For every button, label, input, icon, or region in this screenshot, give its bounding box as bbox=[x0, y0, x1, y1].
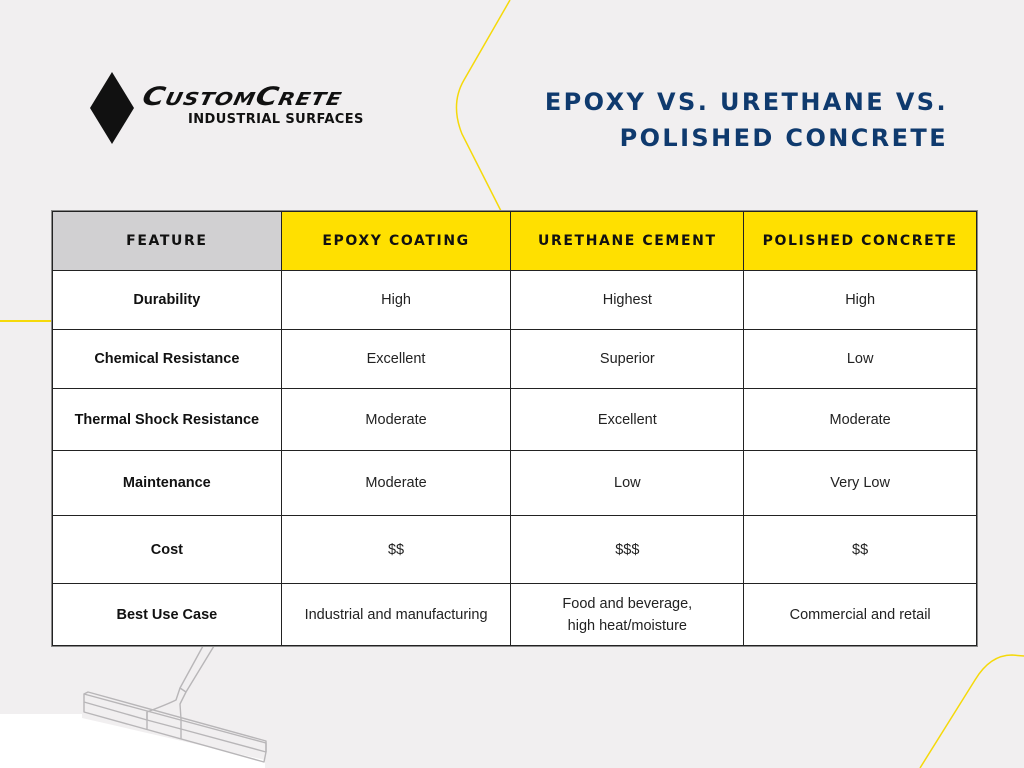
cell-epoxy: High bbox=[281, 271, 511, 330]
table-row bbox=[53, 584, 977, 646]
page-title-line-1: EPOXY VS. URETHANE VS. bbox=[544, 88, 948, 116]
cell-urethane: Food and beverage, high heat/moisture bbox=[511, 584, 744, 646]
white-corner-panel bbox=[0, 714, 265, 768]
row-label-thermal-shock: Thermal Shock Resistance bbox=[53, 389, 282, 451]
brand-logo bbox=[88, 70, 408, 146]
cell-urethane: Superior bbox=[511, 330, 744, 389]
column-header-feature: FEATURE bbox=[53, 212, 282, 271]
cell-urethane: Highest bbox=[511, 271, 744, 330]
row-label-maintenance: Maintenance bbox=[53, 451, 282, 516]
cell-epoxy: Industrial and manufacturing bbox=[281, 584, 511, 646]
row-label-durability: Durability bbox=[53, 271, 282, 330]
page-title-line-2: POLISHED CONCRETE bbox=[619, 124, 948, 152]
yellow-chevron-line bbox=[456, 0, 510, 211]
cell-urethane: $$$ bbox=[511, 516, 744, 584]
cell-polished: Commercial and retail bbox=[744, 584, 977, 646]
cell-epoxy: Moderate bbox=[281, 451, 511, 516]
cell-epoxy: Moderate bbox=[281, 389, 511, 451]
squeegee-icon bbox=[84, 646, 266, 762]
yellow-corner-curve bbox=[920, 655, 1024, 768]
black-diamond-icon bbox=[90, 72, 138, 146]
cell-epoxy: Excellent bbox=[281, 330, 511, 389]
table-row bbox=[53, 451, 977, 516]
cell-polished: $$ bbox=[744, 516, 977, 584]
column-header-epoxy: EPOXY COATING bbox=[281, 212, 511, 271]
row-label-best-use-case: Best Use Case bbox=[53, 584, 282, 646]
table-row bbox=[53, 271, 977, 330]
page-title bbox=[545, 84, 948, 156]
row-label-cost: Cost bbox=[53, 516, 282, 584]
cell-polished: High bbox=[744, 271, 977, 330]
column-header-polished: POLISHED CONCRETE bbox=[744, 212, 977, 271]
table-row bbox=[53, 330, 977, 389]
logo-tagline: INDUSTRIAL SURFACES bbox=[188, 112, 364, 127]
cell-polished: Low bbox=[744, 330, 977, 389]
cell-polished: Moderate bbox=[744, 389, 977, 451]
cell-polished: Very Low bbox=[744, 451, 977, 516]
comparison-table bbox=[52, 211, 977, 646]
row-label-chemical-resistance: Chemical Resistance bbox=[53, 330, 282, 389]
cell-urethane: Excellent bbox=[511, 389, 744, 451]
cell-epoxy: $$ bbox=[281, 516, 511, 584]
cell-urethane: Low bbox=[511, 451, 744, 516]
column-header-urethane: URETHANE CEMENT bbox=[511, 212, 744, 271]
logo-wordmark: CustomCrete bbox=[139, 82, 346, 112]
table-header-row bbox=[53, 212, 977, 271]
table-row bbox=[53, 389, 977, 451]
table-row bbox=[53, 516, 977, 584]
